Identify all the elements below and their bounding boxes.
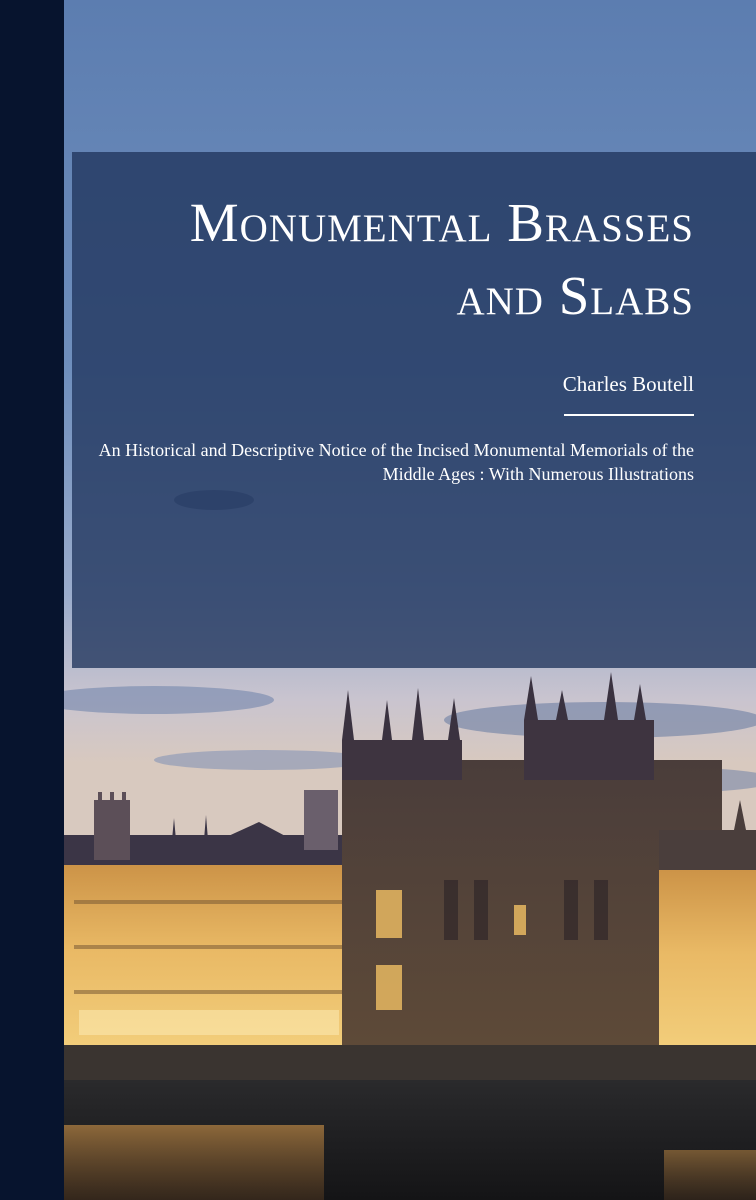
title-panel [72,152,756,668]
author-divider [564,414,694,416]
cover-spine-band [0,0,64,1200]
book-subtitle: An Historical and Descriptive Notice of the Incised Monumental Memorials of the Middle Ages : With Numerous Illustrations [98,440,694,484]
book-author: Charles Boutell [562,372,694,396]
book-title: Monumental Brasses and Slabs [189,192,694,326]
